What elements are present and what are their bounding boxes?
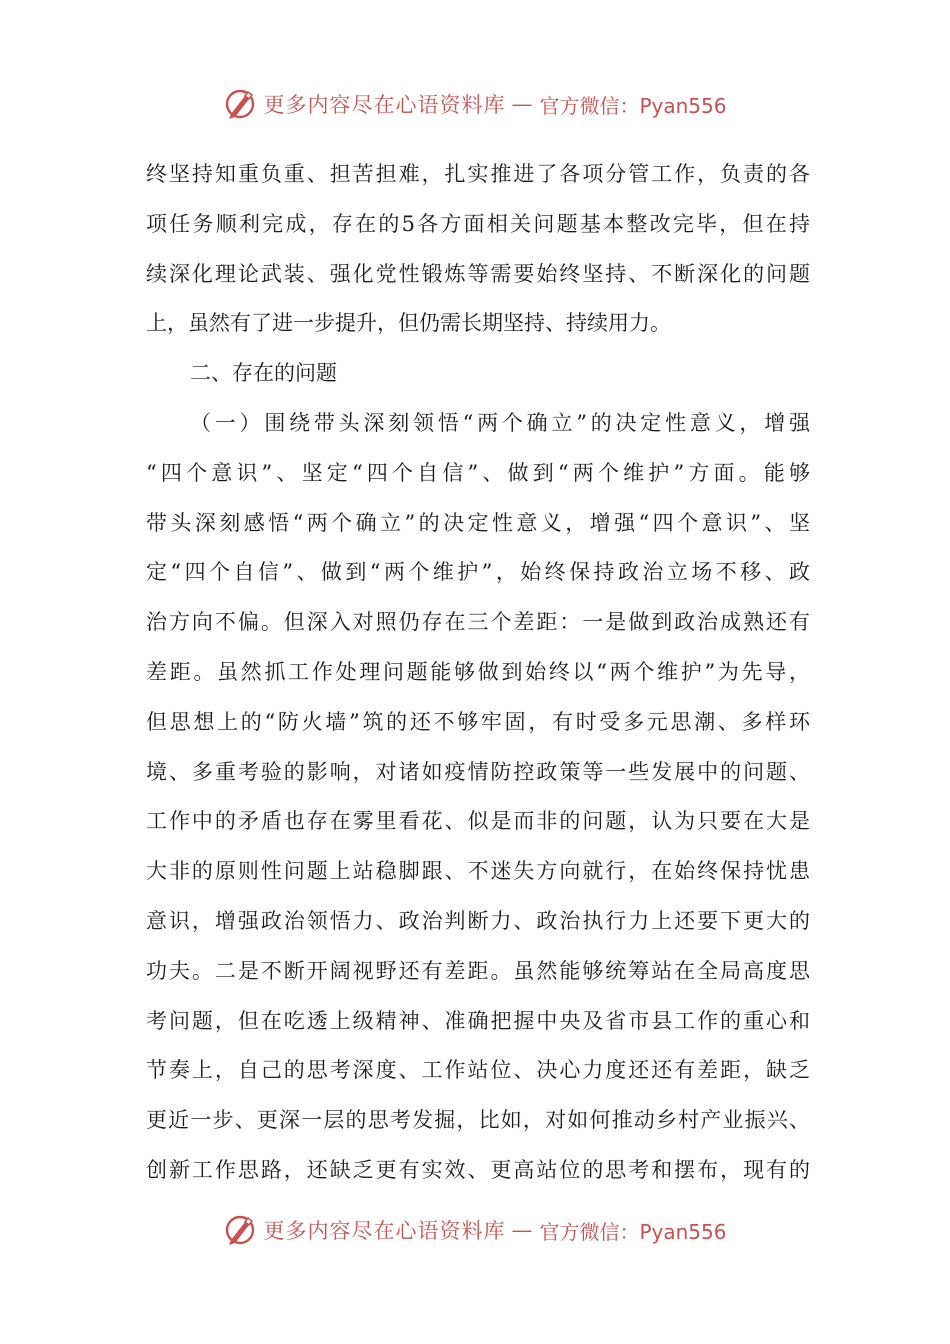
text-line: 考问题，但在吃透上级精神、准确把握中央及省市县工作的重心和 (146, 1008, 810, 1033)
text-line: 工作中的矛盾也存在雾里看花、似是而非的问题，认为只要在大是 (146, 809, 810, 834)
banner-dash: — (511, 92, 534, 116)
header-banner (0, 84, 950, 124)
document-body (146, 150, 810, 1196)
pen-logo-icon (223, 1213, 257, 1247)
pen-logo-icon (223, 87, 257, 121)
text-line: 功夫。二是不断开阔视野还有差距。虽然能够统筹站在全局高度思 (146, 958, 810, 983)
section-heading: 二、存在的问题 (190, 361, 337, 386)
text-line: 定“四个自信”、做到“两个维护”，始终保持政治立场不移、政 (146, 560, 810, 585)
banner-contact-text: 官方微信：Pyan556 (539, 1219, 727, 1244)
text-line: 续深化理论武装、强化党性锻炼等需要始终坚持、不断深化的问题 (146, 261, 810, 286)
text-line: 创新工作思路，还缺乏更有实效、更高站位的思考和摆布，现有的 (146, 1157, 810, 1182)
text-line: “四个意识”、坚定“四个自信”、做到“两个维护”方面。能够 (146, 460, 810, 485)
text-line: （一）围绕带头深刻领悟“两个确立”的决定性意义，增强 (190, 410, 810, 435)
text-line: 大非的原则性问题上站稳脚跟、不迷失方向就行，在始终保持忧患 (146, 859, 810, 884)
banner-contact-text: 官方微信：Pyan556 (539, 93, 727, 118)
text-line: 境、多重考验的影响，对诸如疫情防控政策等一些发展中的问题、 (146, 759, 810, 784)
text-line: 项任务顺利完成，存在的5各方面相关问题基本整改完毕，但在持 (146, 211, 810, 236)
text-line: 但思想上的“防火墙”筑的还不够牢固，有时受多元思潮、多样环 (146, 709, 810, 734)
text-line: 意识，增强政治领悟力、政治判断力、政治执行力上还要下更大的 (146, 908, 810, 933)
text-line: 差距。虽然抓工作处理问题能够做到始终以“两个维护”为先导， (146, 659, 810, 684)
text-line: 更近一步、更深一层的思考发掘，比如，对如何推动乡村产业振兴、 (146, 1108, 810, 1133)
text-line: 治方向不偏。但深入对照仍存在三个差距：一是做到政治成熟还有 (146, 610, 810, 635)
text-line: 上，虽然有了进一步提升，但仍需长期坚持、持续用力。 (146, 311, 671, 336)
banner-site-text: 更多内容尽在心语资料库 (263, 1219, 506, 1243)
banner-dash: — (511, 1218, 534, 1242)
text-line: 终坚持知重负重、担苦担难，扎实推进了各项分管工作，负责的各 (146, 162, 810, 186)
text-line: 带头深刻感悟“两个确立”的决定性意义，增强“四个意识”、坚 (146, 510, 810, 535)
footer-banner (0, 1210, 950, 1250)
banner-site-text: 更多内容尽在心语资料库 (263, 93, 506, 117)
text-line: 节奏上，自己的思考深度、工作站位、决心力度还还有差距，缺乏 (146, 1058, 810, 1083)
